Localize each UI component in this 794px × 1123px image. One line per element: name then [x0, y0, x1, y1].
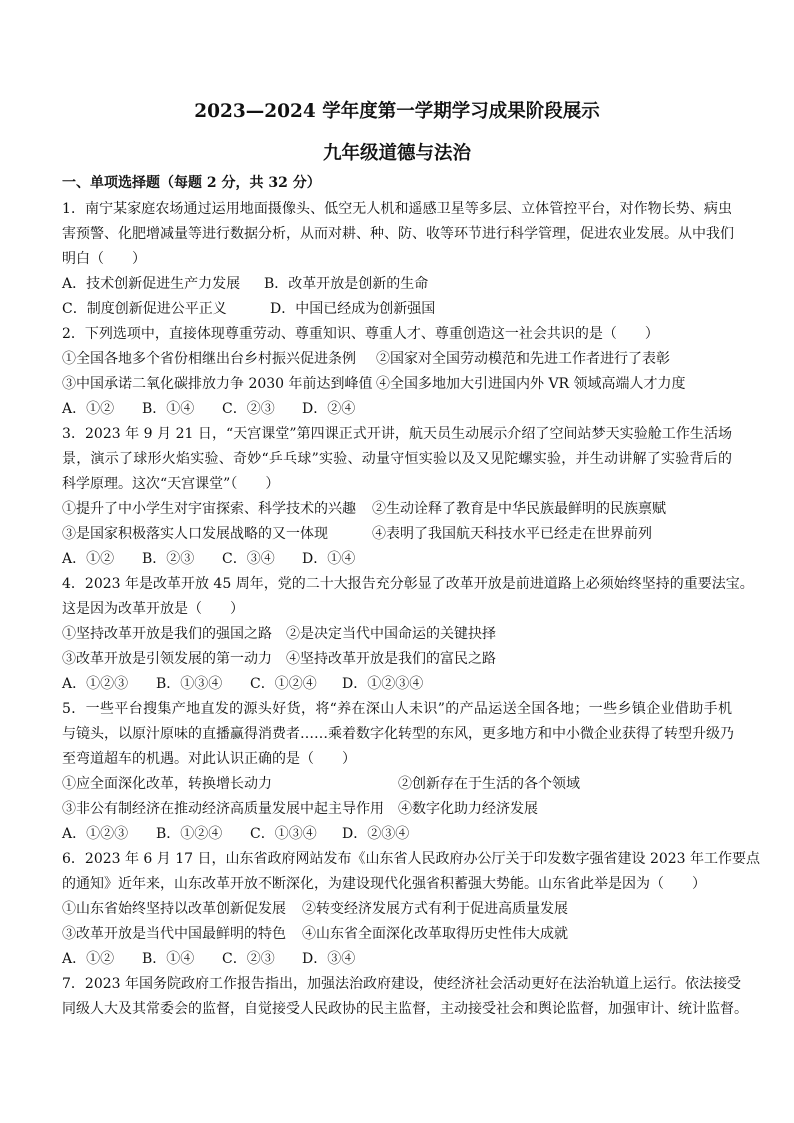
q5-stem-line1: 5．一些平台搜集产地直发的源头好货，将“养在深山人未识”的产品运送全国各地；一些乡镇企业借助手机	[62, 701, 732, 717]
q1-option-c: C．制度创新促进公平正义	[62, 301, 227, 317]
q2-statement-1: ①全国各地多个省份相继出台乡村振兴促进条例	[62, 351, 356, 367]
q2-stem-line1: 2．下列选项中，直接体现尊重劳动、尊重知识、尊重人才、尊重创造这一社会共识的是（ ）	[62, 326, 659, 342]
q4-option-b: B．①③④	[156, 676, 223, 692]
q5-stem-line2: 与镜头，以原汁原味的直播赢得消费者……乘着数字化转型的东风，更多地方和中小微企业获得了转型升级乃	[62, 726, 734, 742]
q3-stem-line1: 3．2023 年 9 月 21 日，“天宫课堂”第四课正式开讲，航天员生动展示介绍了空间站梦天实验舱工作生活场	[62, 426, 732, 442]
q6-statement-4: ④山东省全面深化改革取得历史性伟大成就	[302, 926, 568, 942]
q1-option-a: A．技术创新促进生产力发展	[62, 276, 241, 292]
q2-option-d: D．②④	[302, 401, 356, 417]
q1-stem-line2: 害预警、化肥增减量等进行数据分析，从而对耕、种、防、收等环节进行科学管理，促进农业发展。从中我们	[62, 226, 734, 242]
q5-statement-2: ②创新存在于生活的各个领域	[398, 776, 580, 792]
q2-option-b: B．①④	[142, 401, 195, 417]
q3-statement-2: ②生动诠释了教育是中华民族最鲜明的民族禀赋	[372, 501, 666, 517]
q5-stem-line3: 至弯道超车的机遇。对此认识正确的是（ ）	[62, 751, 356, 767]
q2-statement-4: ④全国多地加大引进国内外 VR 领域高端人才力度	[376, 376, 686, 392]
q4-stem-line1: 4．2023 年是改革开放 45 周年，党的二十大报告充分彰显了改革开放是前进道路上必须始终坚持的重要法宝。	[62, 576, 754, 592]
q3-statement-1: ①提升了中小学生对宇宙探索、科学技术的兴趣	[62, 501, 356, 517]
q6-option-a: A．①②	[62, 951, 115, 967]
q6-stem-line2: 的通知》近年来，山东改革开放不断深化，为建设现代化强省积蓄强大势能。山东省此举是因为（ ）	[62, 876, 706, 892]
q3-option-b: B．②③	[142, 551, 195, 567]
q3-option-d: D．①④	[302, 551, 356, 567]
q3-statement-4: ④表明了我国航天科技水平已经走在世界前列	[372, 526, 652, 542]
q4-option-d: D．①②③④	[342, 676, 424, 692]
exam-subject: 九年级道德与法治	[322, 143, 471, 164]
q4-statement-4: ④坚持改革开放是我们的富民之路	[286, 651, 496, 667]
q6-option-d: D．③④	[302, 951, 356, 967]
q6-option-b: B．①④	[142, 951, 195, 967]
q7-stem-line2: 同级人大及其常委会的监督，自觉接受人民政协的民主监督，主动接受社会和舆论监督，加强审计、统计监督。	[62, 1001, 748, 1017]
q1-stem-line1: 1．南宁某家庭农场通过运用地面摄像头、低空无人机和遥感卫星等多层、立体管控平台，对作物长势、病虫	[62, 201, 732, 217]
q3-stem-line2: 景，演示了球形火焰实验、奇妙“乒乓球”实验、动量守恒实验以及又见陀螺实验，并生动讲解了实验背后的	[62, 451, 732, 467]
q4-option-a: A．①②③	[62, 676, 129, 692]
section-heading: 一、单项选择题（每题 2 分，共 32 分）	[62, 175, 321, 191]
q4-statement-3: ③改革开放是引领发展的第一动力	[62, 651, 272, 667]
q5-statement-1: ①应全面深化改革，转换增长动力	[62, 776, 272, 792]
q1-stem-line3: 明白（ ）	[62, 251, 146, 267]
q7-stem-line1: 7．2023 年国务院政府工作报告指出，加强法治政府建设，使经济社会活动更好在法治轨道上运行。依法接受	[62, 976, 741, 992]
exam-title: 2023—2024 学年度第一学期学习成果阶段展示	[194, 101, 600, 122]
q4-option-c: C．①②④	[250, 676, 317, 692]
q4-statement-2: ②是决定当代中国命运的关键抉择	[286, 626, 496, 642]
q3-statement-3: ③是国家积极落实人口发展战略的又一体现	[62, 526, 328, 542]
q5-statement-3: ③非公有制经济在推动经济高质量发展中起主导作用	[62, 801, 384, 817]
q5-option-b: B．①②④	[156, 826, 223, 842]
q4-statement-1: ①坚持改革开放是我们的强国之路	[62, 626, 272, 642]
q5-option-d: D．②③④	[342, 826, 410, 842]
q5-statement-4: ④数字化助力经济发展	[398, 801, 538, 817]
q5-option-c: C．①③④	[250, 826, 317, 842]
q2-statement-2: ②国家对全国劳动模范和先进工作者进行了表彰	[376, 351, 670, 367]
q1-option-d: D．中国已经成为创新强国	[270, 301, 436, 317]
q3-option-c: C．③④	[222, 551, 275, 567]
q6-statement-2: ②转变经济发展方式有利于促进高质量发展	[302, 901, 568, 917]
q2-statement-3: ③中国承诺二氧化碳排放力争 2030 年前达到峰值	[62, 376, 373, 392]
q2-option-c: C．②③	[222, 401, 275, 417]
q2-option-a: A．①②	[62, 401, 115, 417]
q6-stem-line1: 6．2023 年 6 月 17 日，山东省政府网站发布《山东省人民政府办公厅关于印发数字强省建设 2023 年工作要点	[62, 851, 761, 867]
q6-statement-3: ③改革开放是当代中国最鲜明的特色	[62, 926, 286, 942]
q4-stem-line2: 这是因为改革开放是（ ）	[62, 601, 244, 617]
q6-statement-1: ①山东省始终坚持以改革创新促发展	[62, 901, 286, 917]
q3-option-a: A．①②	[62, 551, 115, 567]
q1-option-b: B．改革开放是创新的生命	[264, 276, 429, 292]
q6-option-c: C．②③	[222, 951, 275, 967]
q3-stem-line3: 科学原理。这次“天宫课堂”（ ）	[62, 476, 280, 492]
q5-option-a: A．①②③	[62, 826, 129, 842]
